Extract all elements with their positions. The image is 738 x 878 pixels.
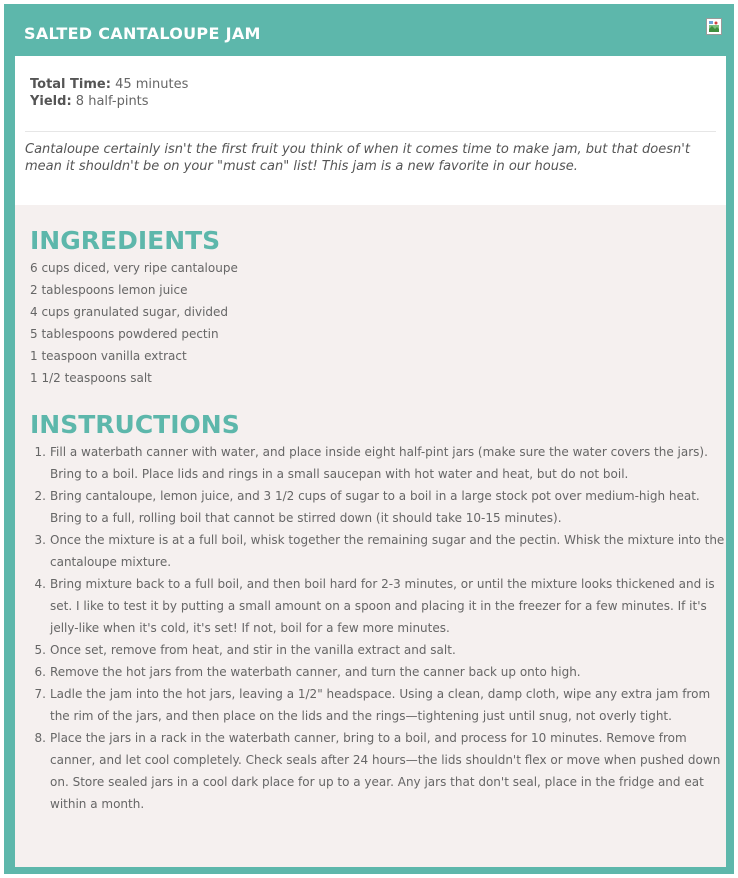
- step-text: Ladle the jam into the hot jars, leaving a 1/2" headspace. Using a clean, damp cloth, wipe any extra jam from the rim of the jars, and then place on the lids and the rings—tightening just until snug, not overly tight.: [50, 687, 711, 723]
- step-text: Bring mixture back to a full boil, and then boil hard for 2-3 minutes, or until the mixture looks thickened and is set. I like to test it by putting a small amount on a spoon and placing it in the freezer for a few minutes. If it's jelly-like when it's cold, it's set! If not, boil for a few more minutes.: [50, 577, 715, 635]
- step-number: 7.: [34, 687, 46, 701]
- ingredient-list: [30, 257, 238, 389]
- step-number: 3.: [34, 533, 46, 547]
- summary-divider: [25, 131, 716, 132]
- yield: [30, 93, 188, 110]
- instruction-step: [34, 529, 726, 573]
- step-number: 4.: [34, 577, 46, 591]
- total-time-label: Total Time:: [30, 77, 111, 92]
- instructions-heading: INSTRUCTIONS: [30, 410, 240, 439]
- step-text: Bring cantaloupe, lemon juice, and 3 1/2 cups of sugar to a boil in a large stock pot over medium-high heat. Bring to a full, rolling boil that cannot be stirred down (it should take 10-15 minutes).: [50, 489, 700, 525]
- step-number: 6.: [34, 665, 46, 679]
- yield-label: Yield:: [30, 94, 72, 109]
- step-text: Fill a waterbath canner with water, and place inside eight half-pint jars (make sure the water covers the jars). Bring to a boil. Place lids and rings in a small saucepan with hot water and heat, but do not boil.: [50, 445, 708, 481]
- ingredient-item: 1 1/2 teaspoons salt: [30, 371, 152, 385]
- instruction-step: [34, 683, 726, 727]
- step-text: Place the jars in a rack in the waterbath canner, bring to a boil, and process for 10 minutes. Remove from canner, and let cool completely. Check seals after 24 hours—the lids shouldn't flex or move when pushed down on. Store sealed jars in a cool dark place for up to a year. Any jars that don't seal, place in the fridge and eat within a month.: [50, 731, 721, 811]
- recipe-meta: [30, 76, 188, 110]
- broken-image-icon: [706, 18, 722, 35]
- step-number: 5.: [34, 643, 46, 657]
- ingredients-heading: INGREDIENTS: [30, 226, 221, 255]
- instruction-step: [34, 573, 726, 639]
- step-number: 2.: [34, 489, 46, 503]
- ingredient-item: 4 cups granulated sugar, divided: [30, 305, 229, 319]
- recipe-description: Cantaloupe certainly isn't the first fruit you think of when it comes time to make jam, but that doesn't mean it shouldn't be on your "must can" list! This jam is a new favorite in our house.: [25, 142, 690, 174]
- instruction-step: [34, 639, 726, 661]
- step-text: Once the mixture is at a full boil, whisk together the remaining sugar and the pectin. Whisk the mixture into the cantaloupe mixture.: [50, 533, 725, 569]
- ingredient-item: 2 tablespoons lemon juice: [30, 283, 188, 297]
- broken-image-glyph: [708, 20, 720, 33]
- yield-value: 8 half-pints: [75, 94, 149, 109]
- instruction-list: [34, 441, 726, 815]
- recipe-summary: [15, 56, 726, 205]
- step-number: 8.: [34, 731, 46, 745]
- recipe-title: SALTED CANTALOUPE JAM: [24, 24, 261, 43]
- instruction-step: [34, 661, 726, 683]
- ingredient-item: 5 tablespoons powdered pectin: [30, 327, 219, 341]
- recipe-card: [4, 4, 734, 874]
- ingredient-item: 1 teaspoon vanilla extract: [30, 349, 187, 363]
- recipe-details: [15, 205, 726, 867]
- instruction-step: [34, 727, 726, 815]
- ingredient-item: 6 cups diced, very ripe cantaloupe: [30, 261, 238, 275]
- step-number: 1.: [34, 445, 46, 459]
- total-time-value: 45 minutes: [115, 77, 189, 92]
- step-text: Once set, remove from heat, and stir in the vanilla extract and salt.: [50, 643, 456, 657]
- instruction-step: [34, 485, 726, 529]
- instruction-step: [34, 441, 726, 485]
- step-text: Remove the hot jars from the waterbath canner, and turn the canner back up onto high.: [50, 665, 581, 679]
- recipe-header: [4, 4, 734, 56]
- total-time: [30, 76, 188, 93]
